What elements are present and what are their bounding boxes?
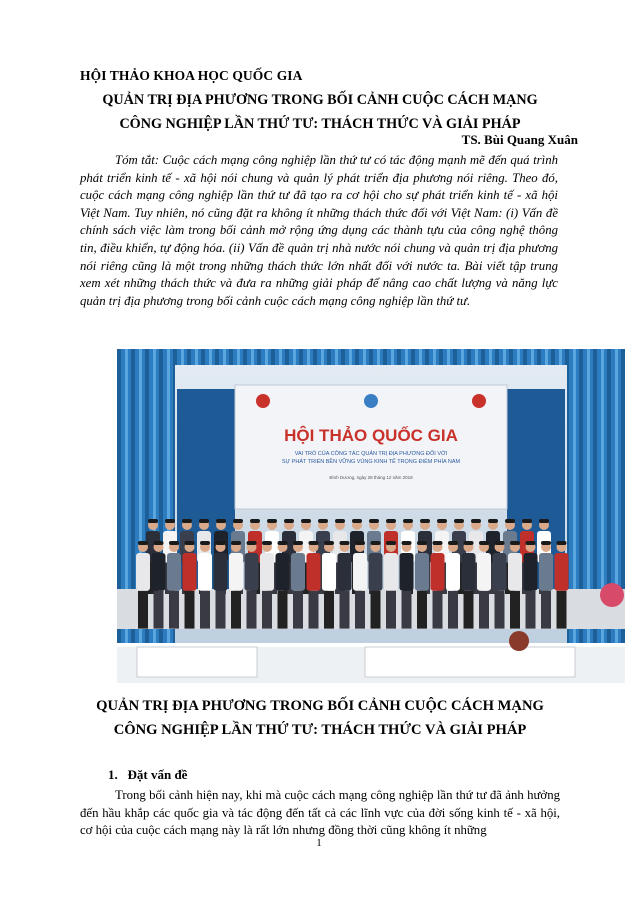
body-title (60, 694, 580, 742)
person (198, 541, 212, 629)
person (462, 541, 476, 629)
person (338, 541, 352, 629)
person (214, 541, 228, 629)
person (431, 541, 445, 629)
paper-title-line-2: CÔNG NGHIỆP LẦN THỨ TƯ: THÁCH THỨC VÀ GIẢI PHÁP (119, 116, 521, 132)
person (400, 541, 414, 629)
person (276, 541, 290, 629)
person (369, 541, 383, 629)
banner-footer: Bình Dương, ngày 28 tháng 12 năm 2018 (329, 475, 413, 480)
conference-photo (117, 349, 625, 683)
paper-title-line-1: QUẢN TRỊ ĐỊA PHƯƠNG TRONG BỐI CẢNH CUỘC CÁCH MẠNG (102, 92, 538, 108)
page-number: 1 (316, 837, 322, 849)
person (229, 541, 243, 629)
flower-vase-icon (509, 631, 529, 651)
person (291, 541, 305, 629)
person (384, 541, 398, 629)
banner-title: HỘI THẢO QUỐC GIA (284, 426, 458, 445)
section-number: 1. (108, 767, 118, 782)
person (183, 541, 197, 629)
author-name: TS. Bùi Quang Xuân (461, 132, 578, 147)
person (307, 541, 321, 629)
flower-arrangement-icon (600, 583, 624, 607)
person (539, 541, 553, 629)
paper-title (60, 88, 580, 136)
person (136, 541, 150, 629)
person (152, 541, 166, 629)
person (508, 541, 522, 629)
person (493, 541, 507, 629)
person (477, 541, 491, 629)
person (322, 541, 336, 629)
person (524, 541, 538, 629)
conference-heading: HỘI THẢO KHOA HỌC QUỐC GIA (80, 68, 303, 83)
table-edge (117, 643, 625, 647)
logo-center-icon (364, 394, 378, 408)
logo-right-icon (472, 394, 486, 408)
banner-subtitle-2: SỰ PHÁT TRIỂN BỀN VỮNG VÙNG KINH TẾ TRỌNG ĐIỂM PHÍA NAM (281, 459, 461, 465)
person (245, 541, 259, 629)
person (555, 541, 569, 629)
person (167, 541, 181, 629)
person (260, 541, 274, 629)
body-title-line-1: QUẢN TRỊ ĐỊA PHƯƠNG TRONG BỐI CẢNH CUỘC CÁCH MẠNG (96, 698, 544, 714)
person (415, 541, 429, 629)
body-title-line-2: CÔNG NGHIỆP LẦN THỨ TƯ: THÁCH THỨC VÀ GIẢI PHÁP (113, 722, 527, 738)
banner-subtitle-1: VAI TRÒ CỦA CÔNG TÁC QUẢN TRỊ ĐỊA PHƯƠNG ĐỐI VỚI (294, 451, 448, 457)
body-paragraph: Trong bối cảnh hiện nay, khi mà cuộc cách mạng công nghiệp lần thứ tư đã ảnh hưởng đến hầu khắp các quốc gia và tác động đến tất cả các lĩnh vực của đời sống kinh tế - xã hội, cơ hội của cuộc cách mạng này là rất lớn nhưng đồng thời cũng không ít những (80, 788, 560, 838)
table-left (137, 647, 257, 677)
person (353, 541, 367, 629)
abstract-paragraph: Tóm tắt: Cuộc cách mạng công nghiệp lần thứ tư có tác động mạnh mẽ đến quá trình phát triển kinh tế - xã hội nói chung và quản lý phát triển địa phương nói riêng. Theo đó, cuộc cách mạng công nghiệp lần thứ tư đã tạo ra cơ hội cho sự phát triển kinh tế - xã hội Việt Nam. Tuy nhiên, nó cũng đặt ra không ít những thách thức đối với Việt Nam: (i) Vấn đề chính sách việc làm trong bối cảnh mở rộng ứng dụng các thành tựu của công nghệ thông tin, điều khiển, tự động hóa. (ii) Vấn đề quản trị nhà nước nói chung và quản trị địa phương nói riêng cũng là một trong những thách thức lớn nhất đối với nước ta. Bài viết tập trung xem xét những thách thức và đưa ra những giải pháp để nâng cao chất lượng và năng lực quản trị địa phương trong bối cảnh cuộc cách mạng công nghiệp lần thứ tư. (80, 153, 558, 308)
top-valance (117, 349, 625, 365)
person (446, 541, 460, 629)
section-title: Đặt vấn đề (127, 767, 188, 782)
logo-left-icon (256, 394, 270, 408)
table-right (365, 647, 575, 677)
section-heading (108, 767, 187, 783)
